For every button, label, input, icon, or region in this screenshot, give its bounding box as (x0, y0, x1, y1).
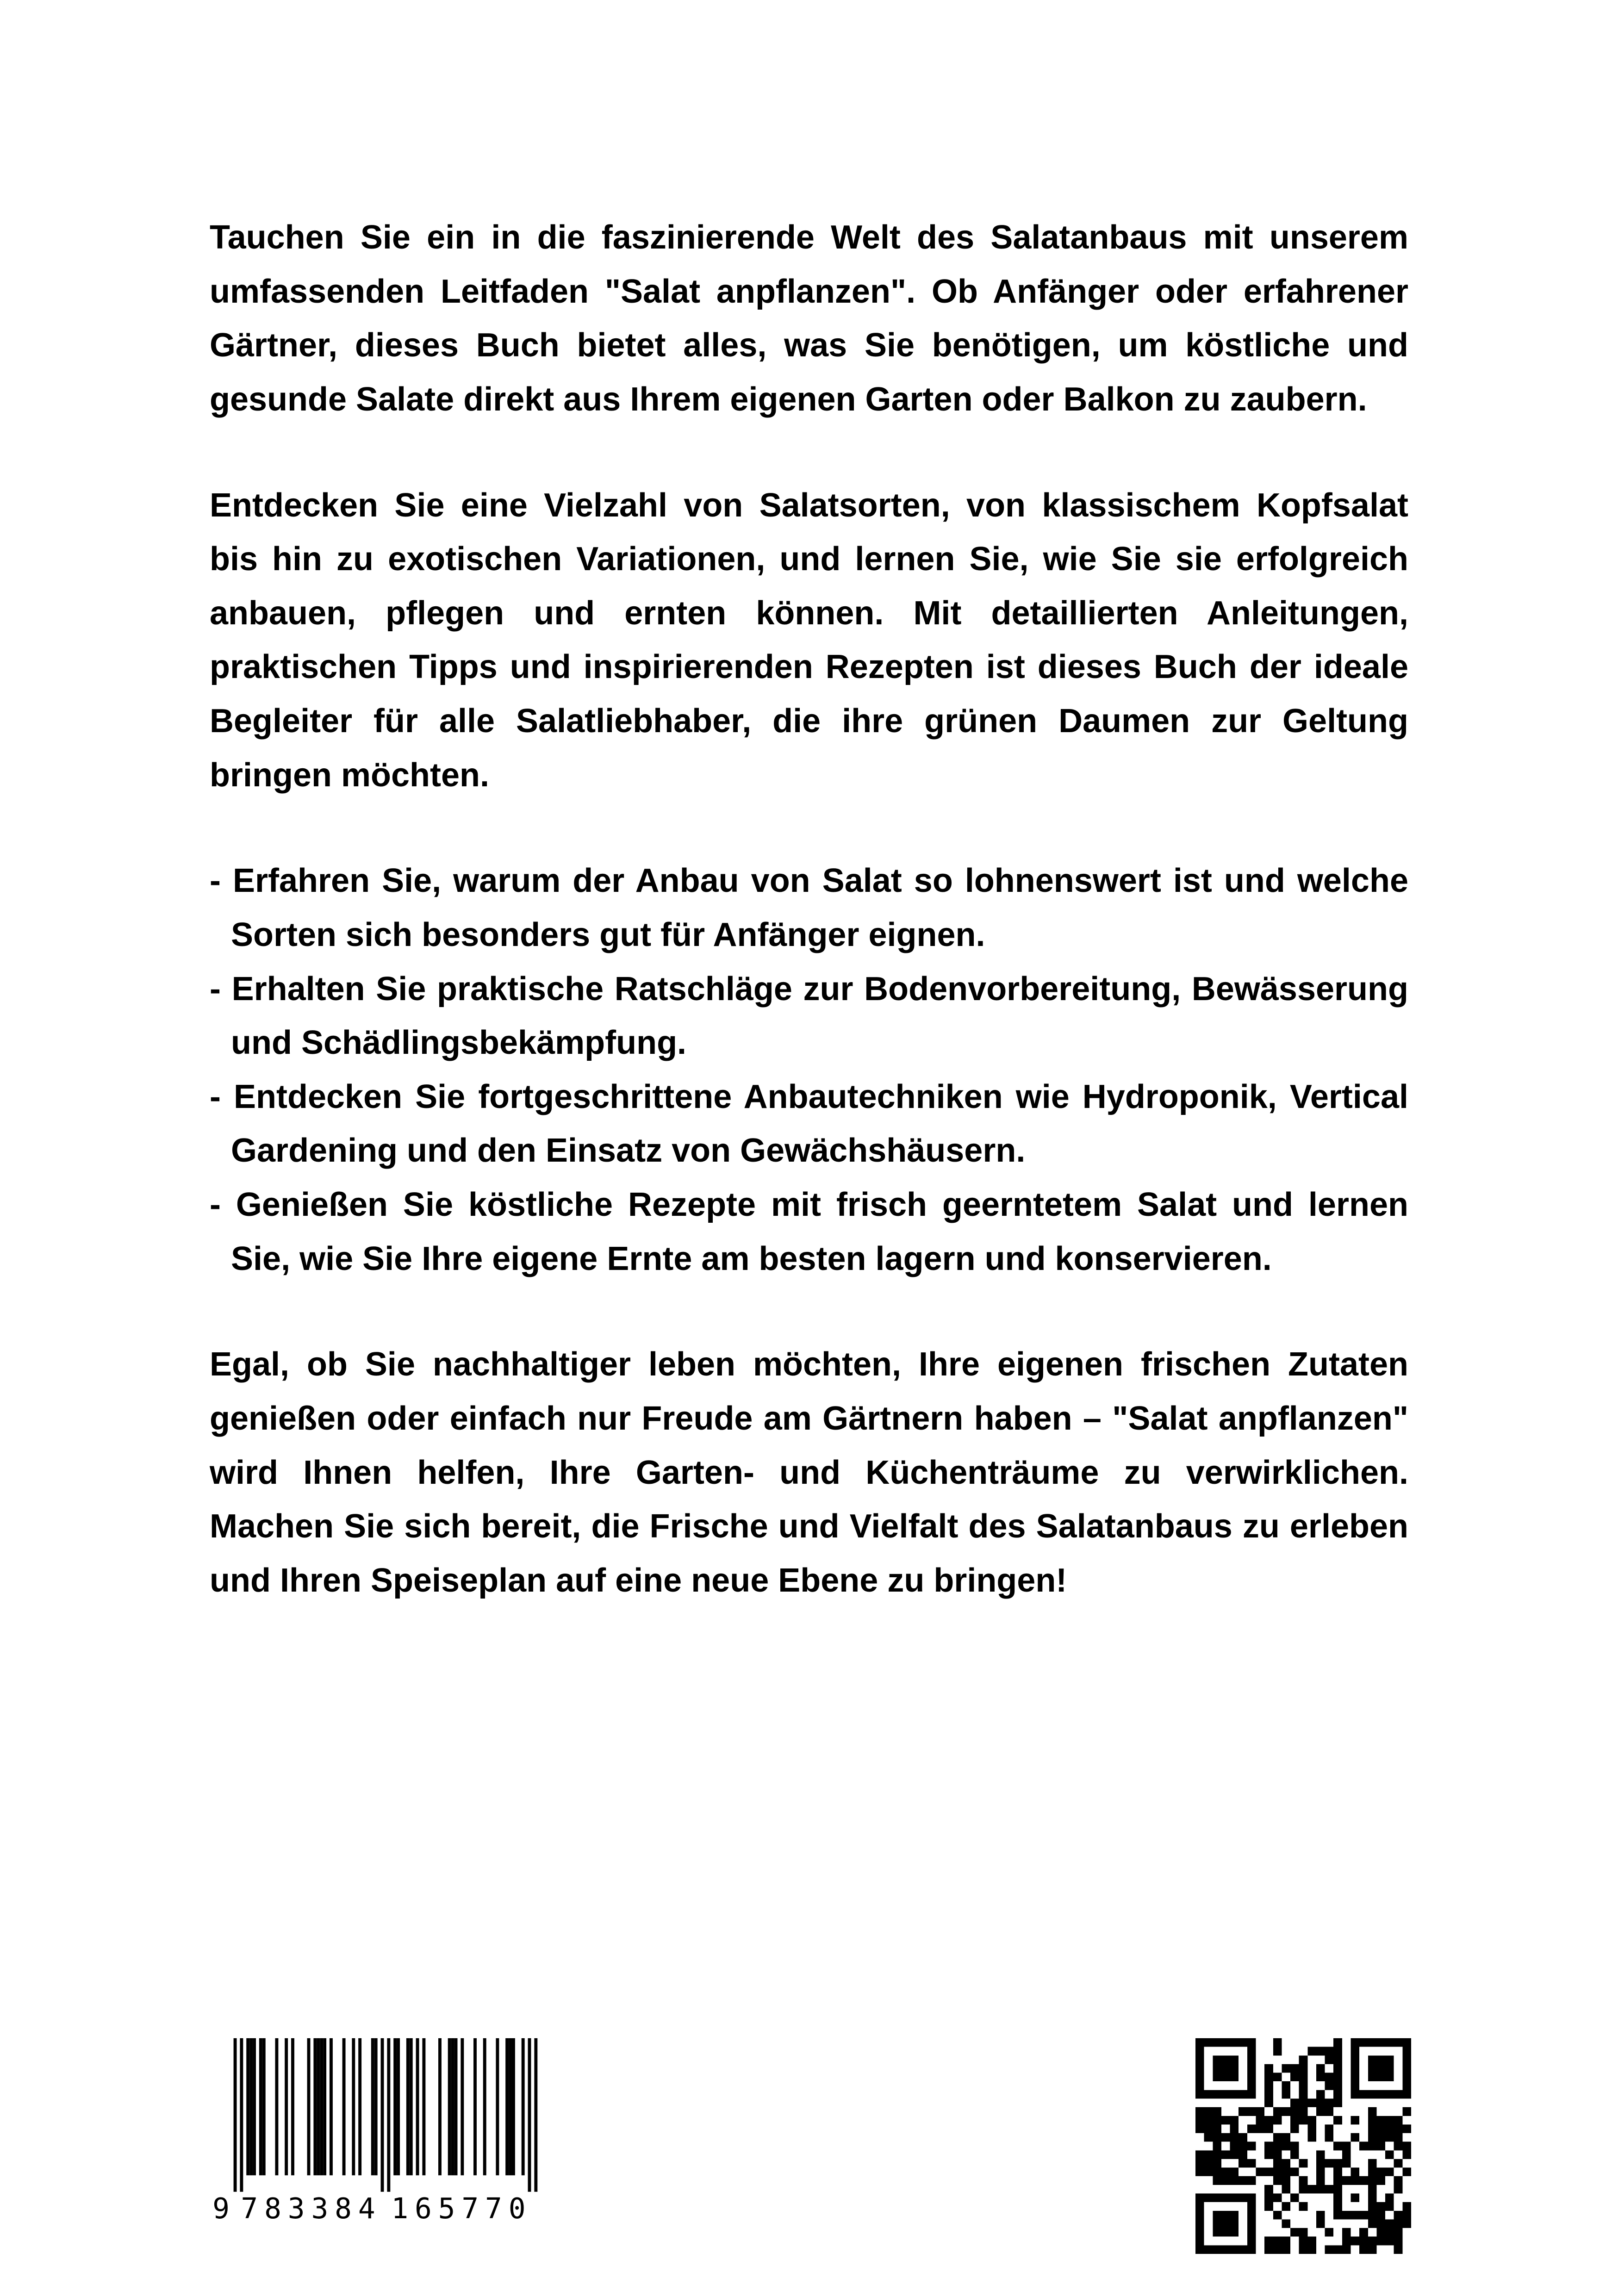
back-cover-text (210, 211, 1408, 1607)
barcode-digits-right: 165770 (391, 2192, 532, 2221)
bullet-item: - Erfahren Sie, warum der Anbau von Salat so lohnenswert ist und welche Sorten sich besonders gut für Anfänger eignen. (210, 862, 1408, 953)
bullet-list (210, 854, 1408, 1286)
overview-paragraph: Entdecken Sie eine Vielzahl von Salatsorten, von klassischem Kopfsalat bis hin zu exotischen Variationen, und lernen Sie, wie Sie sie erfolgreich anbauen, pflegen und ernten können. Mit detaillierten Anleitungen, praktischen Tipps und inspirierenden Rezepten ist dieses Buch der ideale Begleiter für alle Salatliebhaber, die ihre grünen Daumen zur Geltung bringen möchten. (210, 486, 1408, 794)
qr-svg (1195, 2038, 1411, 2254)
barcode-digit-first: 9 (212, 2192, 230, 2221)
intro-paragraph: Tauchen Sie ein in die faszinierende Welt des Salatanbaus mit unserem umfassenden Leitfaden "Salat anpflanzen". Ob Anfänger oder erfahrener Gärtner, dieses Buch bietet alles, was Sie benötigen, um köstliche und gesunde Salate direkt aus Ihrem eigenen Garten oder Balkon zu zaubern. (210, 219, 1408, 418)
bullet-item: - Entdecken Sie fortgeschrittene Anbautechniken wie Hydroponik, Vertical Gardening und den Einsatz von Gewächshäusern. (210, 1078, 1408, 1170)
qr-code (1195, 2038, 1411, 2254)
bullet-item: - Genießen Sie köstliche Rezepte mit frisch geerntetem Salat und lernen Sie, wie Sie Ihre eigene Ernte am besten lagern und konservieren. (210, 1186, 1408, 1277)
barcode-digits-left: 783384 (241, 2192, 382, 2221)
isbn-barcode (210, 2038, 557, 2221)
closing-paragraph: Egal, ob Sie nachhaltiger leben möchten, Ihre eigenen frischen Zutaten genießen oder einfach nur Freude am Gärtnern haben – "Salat anpflanzen" wird Ihnen helfen, Ihre Garten- und Küchenträume zu verwirklichen. Machen Sie sich bereit, die Frische und Vielfalt des Salatanbaus zu erleben und Ihren Speiseplan auf eine neue Ebene zu bringen! (210, 1346, 1408, 1599)
bullet-item: - Erhalten Sie praktische Ratschläge zur Bodenvorbereitung, Bewässerung und Schädlingsbekämpfung. (210, 970, 1408, 1062)
bottom-row (210, 2038, 1411, 2254)
barcode-digits (212, 2192, 532, 2221)
barcode-bars (234, 2038, 538, 2192)
barcode-svg (210, 2038, 557, 2221)
